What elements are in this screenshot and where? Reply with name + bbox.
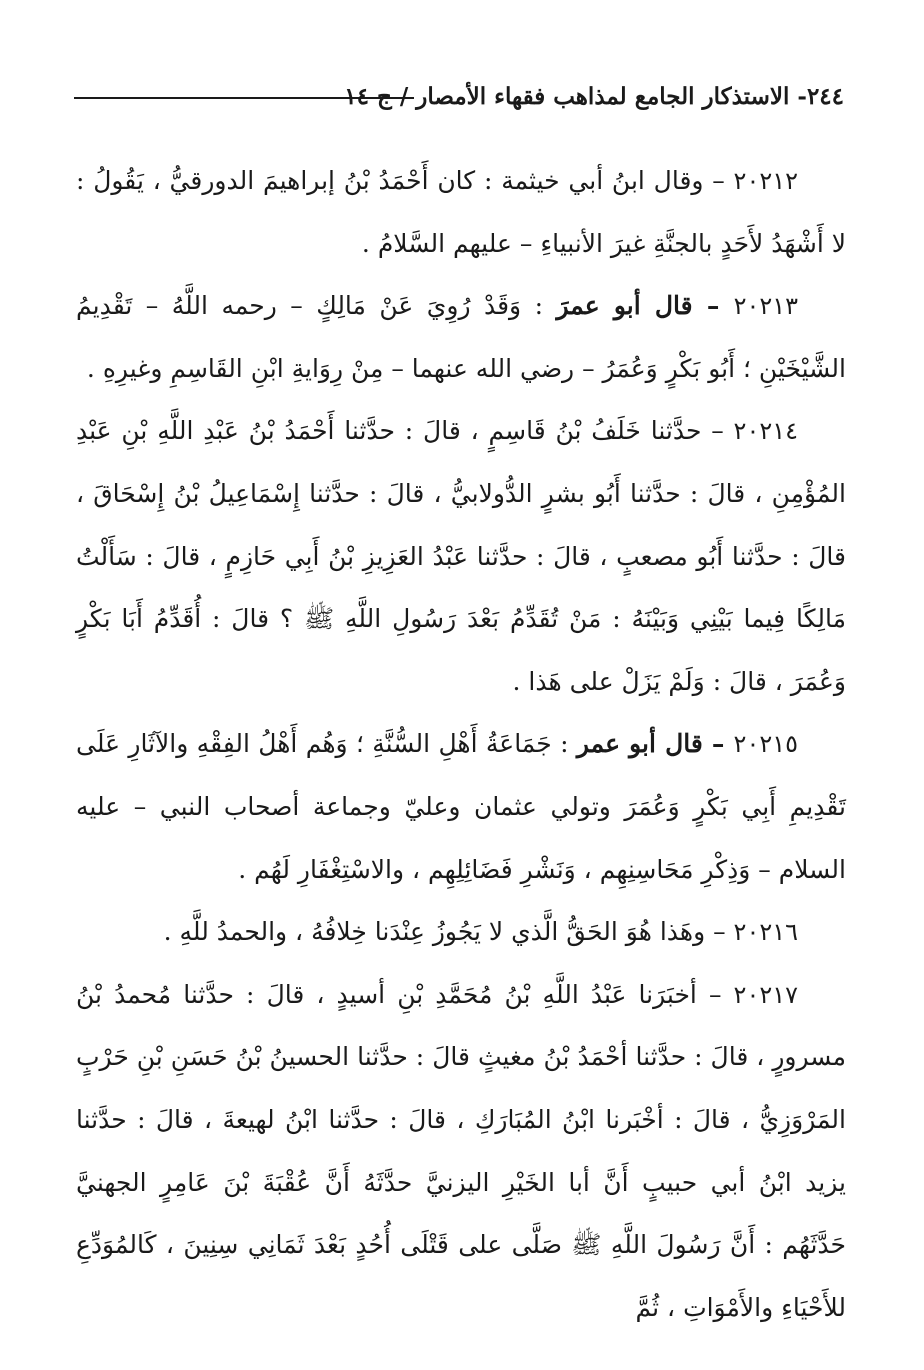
paragraph-number: ٢٠٢١٥: [733, 730, 798, 759]
paragraph-text: : جَمَاعَةُ أَهْلِ السُّنَّةِ ؛ وَهُم أَهْلُ الفِقْهِ والآثَارِ عَلَى تَقْدِيمِ أَبِي بَكْرٍ وَعُمَرَ وتولي عثمان وعليّ وجماعة أصحاب النبي – عليه السلام – وَذِكْرِ مَحَاسِنِهِم ، وَنَشْرِ فَضَائِلِهِم ، والاسْتِغْفَارِ لَهُم .: [76, 729, 846, 884]
paragraph-20212: [76, 150, 846, 275]
page-body: [76, 150, 846, 1339]
header-rule: [74, 97, 414, 99]
running-header-title: ٢٤٤- الاستذكار الجامع لمذاهب فقهاء الأمصار / ج ١٤: [344, 83, 844, 110]
paragraph-text: – وقال ابنُ أبي خيثمة : كان أَحْمَدُ بْنُ إبراهيمَ الدورقيُّ ، يَقُولُ : لا أَشْهَدُ لأَحَدٍ بالجنَّةِ غيرَ الأنبياءِ – عليهم السَّلامُ .: [76, 166, 846, 258]
paragraph-number: ٢٠٢١٧: [733, 980, 798, 1009]
paragraph-20213: [76, 275, 846, 400]
page-header: [74, 82, 844, 122]
paragraph-text: : وَقَدْ رُوِيَ عَنْ مَالِكٍ – رحمه اللَّهُ – تَقْدِيمُ الشَّيْخَيْنِ ؛ أَبُو بَكْرٍ وَعُمَرُ – رضي الله عنهما – مِنْ رِوَايةِ ابْنِ القَاسِمِ وغيرِهِ .: [76, 291, 846, 383]
paragraph-20214: [76, 400, 846, 713]
paragraph-text: – وهَذا هُوَ الحَقُّ الَّذي لا يَجُوزُ عِنْدَنا خِلافُهُ ، والحمدُ للَّهِ .: [163, 917, 734, 947]
paragraph-number: ٢٠٢١٢: [733, 167, 798, 195]
paragraph-lead: – قال أبو عمرَ: [556, 291, 734, 321]
paragraph-text: – حدَّثنا خَلَفُ بْنُ قَاسِمٍ ، قالَ : حدَّثنا أَحْمَدُ بْنُ عَبْدِ اللَّهِ بْنِ عَبْدِ المُؤْمِنِ ، قالَ : حدَّثنا أَبُو بشرٍ الدُّولابيُّ ، قالَ : حدَّثنا إِسْمَاعِيلُ بْنُ إِسْحَاقَ ، قالَ : حدَّثنا أَبُو مصعبٍ ، قالَ : حدَّثنا عَبْدُ العَزِيزِ بْنُ أَبِي حَازِمٍ ، قالَ : سَأَلْتُ مَالِكًا فِيما بَيْنِي وَبَيْنَهُ : مَنْ تُقَدِّمُ بَعْدَ رَسُولِ اللَّهِ ﷺ ؟ قالَ : أُقَدِّمُ أَبَا بَكْرٍ وَعُمَرَ ، قالَ : وَلَمْ يَزَلْ على هَذا .: [76, 416, 846, 696]
paragraph-20216: [76, 901, 846, 964]
paragraph-20217: [76, 964, 846, 1340]
paragraph-lead: – قال أبو عمر: [576, 729, 734, 759]
paragraph-20215: [76, 713, 846, 901]
paragraph-number: ٢٠٢١٤: [733, 417, 798, 446]
paragraph-number: ٢٠٢١٦: [733, 918, 798, 947]
paragraph-number: ٢٠٢١٣: [733, 292, 799, 321]
paragraph-text: – أخبَرَنا عَبْدُ اللَّهِ بْنُ مُحَمَّدِ بْنِ أسيدٍ ، قالَ : حدَّثنا مُحمدُ بْنُ مسرورٍ ، قالَ : حدَّثنا أحْمَدُ بْنُ مغيثٍ قالَ : حدَّثنا الحسينُ بْنُ حَسَنِ بْنِ حَرْبٍ المَرْوَزِيُّ ، قالَ : أخْبَرنا ابْنُ المُبَارَكِ ، قالَ : حدَّثنا ابْنُ لهيعةَ ، قالَ : حدَّثنا يزيد ابْنُ أبي حبيبٍ أَنَّ أبا الخَيْرِ اليزنيَّ حدَّثَهُ أَنَّ عُقْبَةَ بْنَ عَامِرٍ الجهنيَّ حَدَّثَهُم : أَنَّ رَسُولَ اللَّهِ ﷺ صَلَّى على قَتْلَى أُحُدٍ بَعْدَ ثَمَانِي سِنِينَ ، كَالمُوَدِّعِ للأَحْيَاءِ والأَمْوَاتِ ، ثُمَّ: [76, 979, 846, 1322]
